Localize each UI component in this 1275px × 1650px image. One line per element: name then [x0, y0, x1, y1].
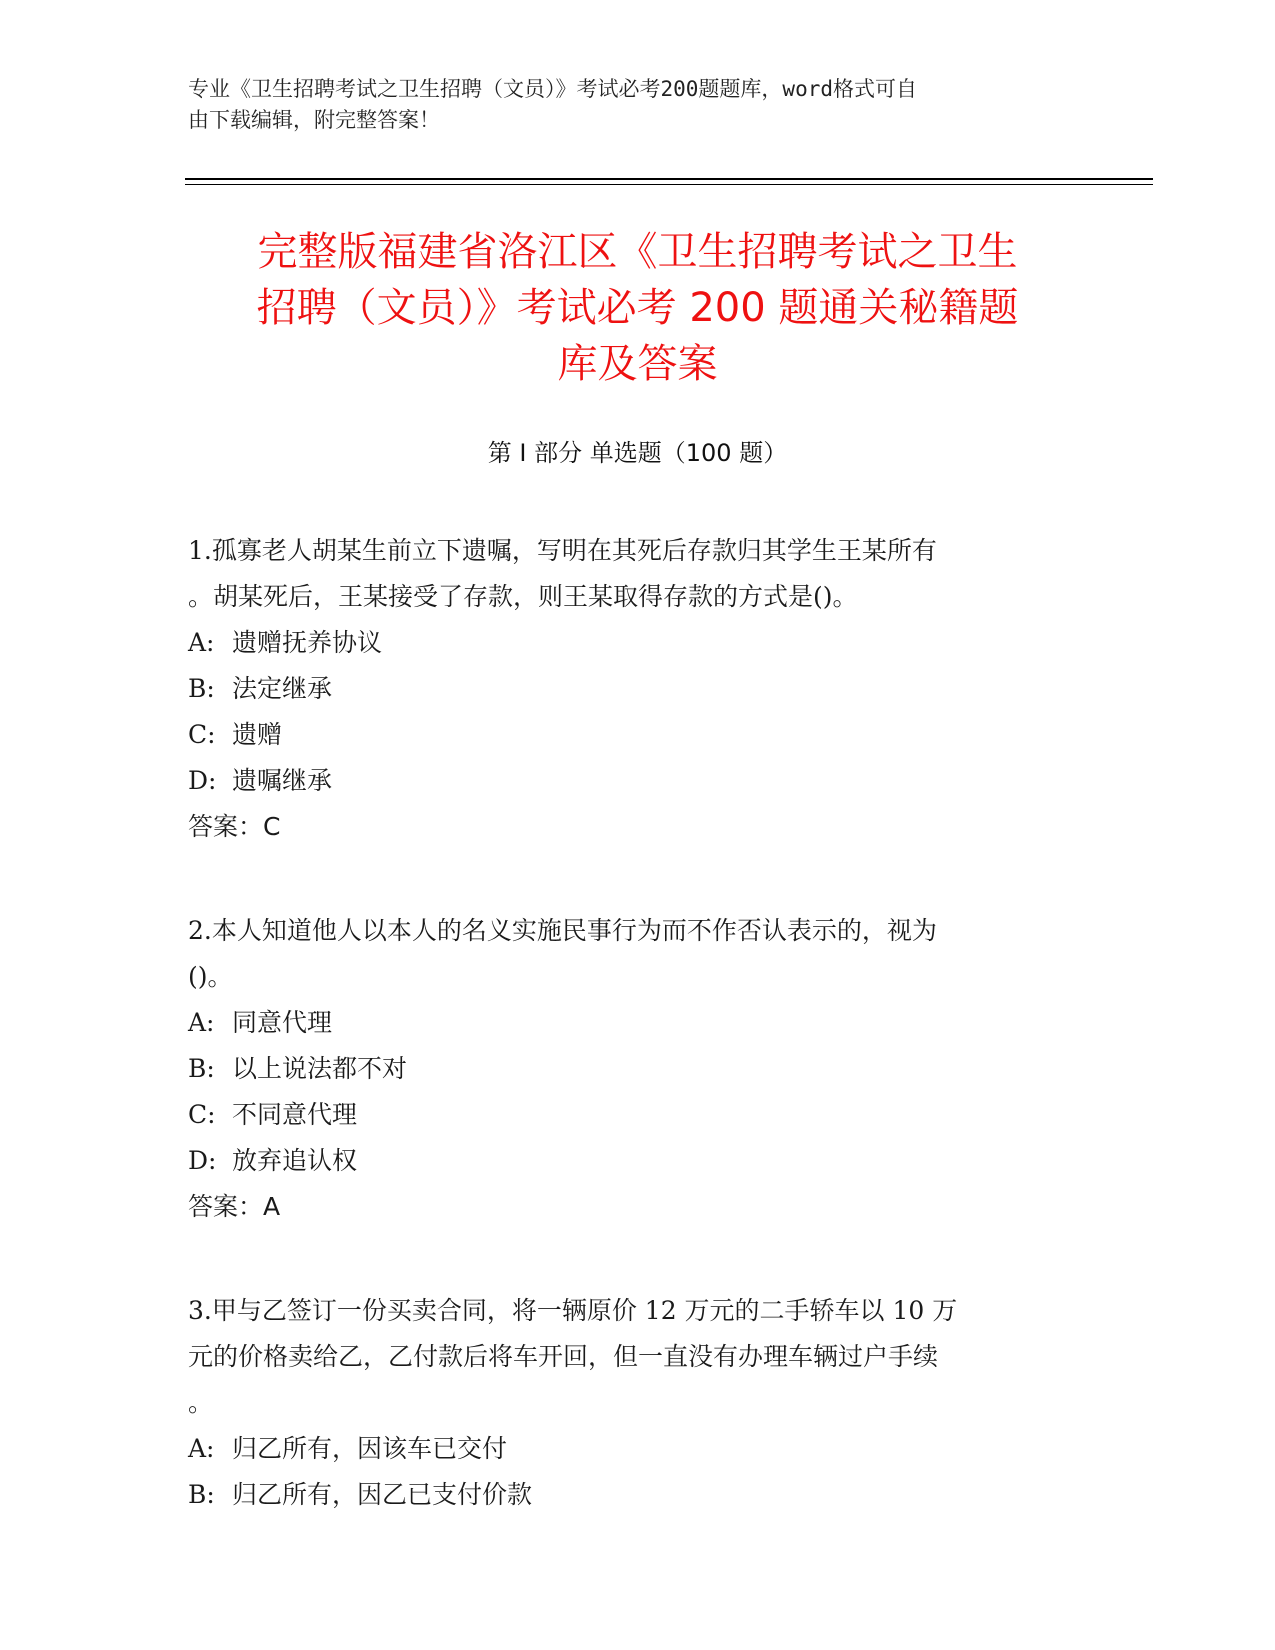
header-note-line-1: 专业《卫生招聘考试之卫生招聘（文员）》考试必考200题题库，word格式可自 — [188, 77, 917, 101]
option-a — [188, 620, 1068, 666]
option-text: 不同意代理 — [232, 1100, 358, 1129]
option-a — [188, 1426, 1068, 1472]
question-1 — [188, 528, 1068, 850]
option-key: D: — [188, 766, 217, 795]
answer-line: 答案：C — [188, 812, 281, 841]
section-heading: 第 I 部分 单选题（100 题） — [487, 439, 788, 467]
option-text: 放弃追认权 — [232, 1146, 358, 1175]
option-key: C: — [188, 1100, 216, 1129]
option-b — [188, 1472, 1068, 1518]
option-text: 遗赠 — [232, 720, 283, 749]
option-key: A: — [188, 1008, 215, 1037]
option-c — [188, 1092, 1068, 1138]
header-note-line-2: 由下载编辑，附完整答案！ — [188, 108, 440, 132]
option-d — [188, 1138, 1068, 1184]
question-stem-line: 元的价格卖给乙，乙付款后将车开回，但一直没有办理车辆过户手续 — [188, 1342, 939, 1371]
option-key: A: — [188, 1434, 215, 1463]
option-text: 归乙所有，因该车已交付 — [232, 1434, 508, 1463]
question-stem-line: 。 — [188, 1388, 214, 1417]
document-title-line-3: 库及答案 — [557, 341, 718, 387]
option-a — [188, 1000, 1068, 1046]
question-stem-line: 3.甲与乙签订一份买卖合同，将一辆原价 12 万元的二手轿车以 10 万 — [188, 1296, 958, 1325]
option-text: 以上说法都不对 — [232, 1054, 408, 1083]
option-text: 遗赠抚养协议 — [232, 628, 383, 657]
option-text: 同意代理 — [232, 1008, 333, 1037]
question-stem-line: 。胡某死后，王某接受了存款，则王某取得存款的方式是()。 — [188, 582, 858, 611]
document-title-line-1: 完整版福建省洛江区《卫生招聘考试之卫生 — [257, 229, 1018, 275]
option-key: D: — [188, 1146, 217, 1175]
option-key: A: — [188, 628, 215, 657]
document-title — [160, 224, 1115, 392]
question-3 — [188, 1288, 1068, 1518]
question-stem-line: 2.本人知道他人以本人的名义实施民事行为而不作否认表示的，视为 — [188, 916, 937, 945]
question-stem-line: 1.孤寡老人胡某生前立下遗嘱，写明在其死后存款归其学生王某所有 — [188, 536, 937, 565]
question-list — [188, 528, 1068, 1576]
option-key: B: — [188, 1054, 215, 1083]
header-note — [188, 74, 1068, 136]
option-d — [188, 758, 1068, 804]
question-2 — [188, 908, 1068, 1230]
option-text: 归乙所有，因乙已支付价款 — [232, 1480, 533, 1509]
option-text: 法定继承 — [232, 674, 333, 703]
option-key: C: — [188, 720, 216, 749]
option-c — [188, 712, 1068, 758]
option-text: 遗嘱继承 — [232, 766, 333, 795]
option-key: B: — [188, 674, 215, 703]
header-divider-thin — [185, 184, 1153, 185]
question-stem-line: ()。 — [188, 962, 233, 991]
header-divider-thick — [185, 178, 1153, 180]
option-b — [188, 1046, 1068, 1092]
answer-line: 答案：A — [188, 1192, 281, 1221]
option-b — [188, 666, 1068, 712]
option-key: B: — [188, 1480, 215, 1509]
document-title-line-2: 招聘（文员）》考试必考 200 题通关秘籍题 — [256, 285, 1019, 331]
